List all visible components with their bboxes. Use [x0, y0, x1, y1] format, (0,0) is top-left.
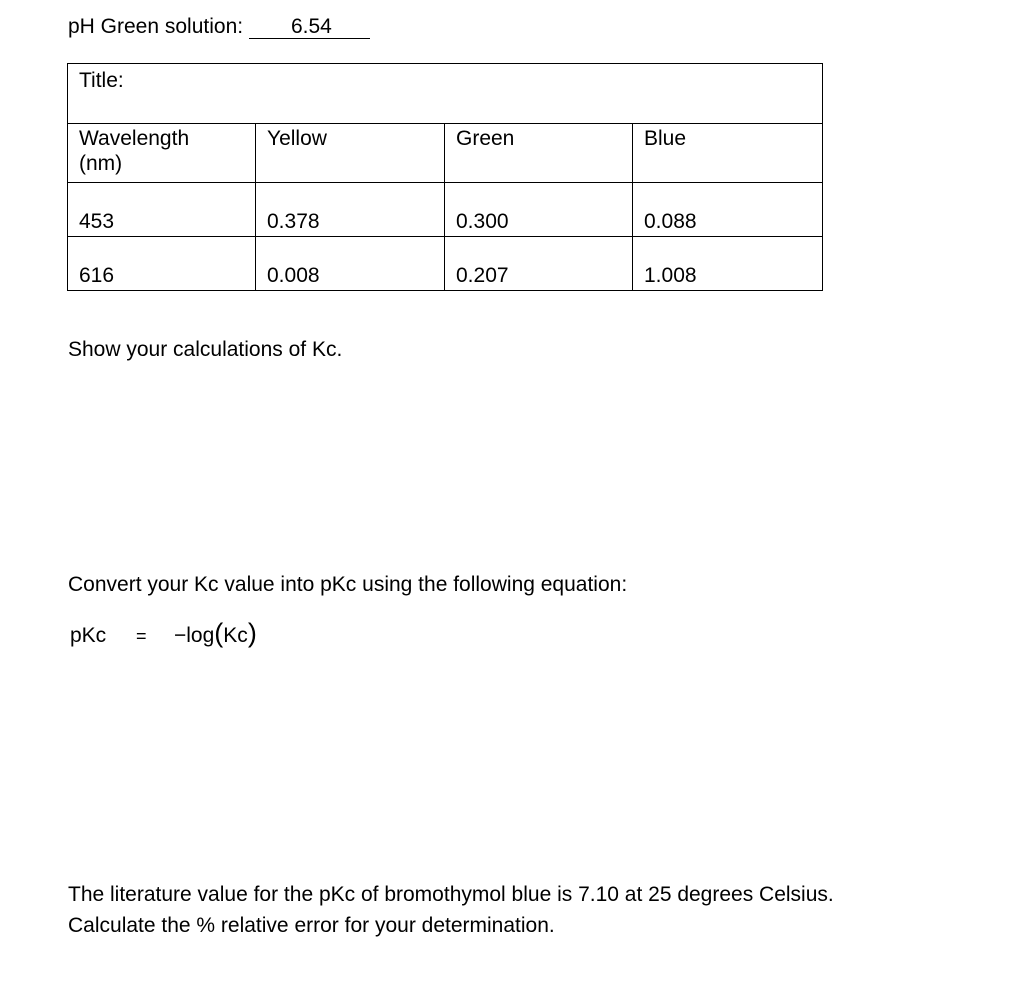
header-wavelength [68, 124, 256, 183]
equation-equals: = [136, 626, 147, 646]
ph-value-blank [249, 16, 370, 39]
ph-label: pH Green solution: [68, 15, 244, 38]
equation-open-paren: ( [214, 618, 224, 648]
table-title-cell [68, 64, 823, 124]
equation-lhs: pKc [70, 624, 107, 647]
calc-instruction: Show your calculations of Kc. [68, 338, 343, 361]
equation-neg-log: −log [174, 624, 215, 647]
table-row [68, 183, 823, 237]
header-blue: Blue [633, 124, 823, 183]
absorbance-table [67, 63, 823, 291]
cell-yellow: 0.378 [256, 183, 445, 237]
header-wavelength-line2: (nm) [79, 152, 123, 175]
cell-wavelength: 616 [68, 237, 256, 291]
equation-argument: Kc [223, 624, 248, 647]
cell-yellow: 0.008 [256, 237, 445, 291]
relative-error-instruction: Calculate the % relative error for your determination. [68, 914, 555, 937]
cell-green: 0.300 [445, 183, 633, 237]
header-green: Green [445, 124, 633, 183]
literature-instruction: The literature value for the pKc of bromothymol blue is 7.10 at 25 degrees Celsius. [68, 883, 834, 906]
cell-blue: 0.088 [633, 183, 823, 237]
header-wavelength-line1: Wavelength [79, 127, 190, 150]
header-yellow: Yellow [256, 124, 445, 183]
table-header-row [68, 124, 823, 183]
pkc-equation [70, 620, 257, 648]
table-title-row [68, 64, 823, 124]
convert-instruction: Convert your Kc value into pKc using the following equation: [68, 573, 628, 596]
table-title-label: Title: [79, 69, 124, 92]
ph-value: 6.54 [290, 15, 332, 38]
cell-blue: 1.008 [633, 237, 823, 291]
cell-wavelength: 453 [68, 183, 256, 237]
table-row [68, 237, 823, 291]
cell-green: 0.207 [445, 237, 633, 291]
ph-green-line [68, 14, 370, 40]
equation-close-paren: ) [247, 618, 257, 648]
